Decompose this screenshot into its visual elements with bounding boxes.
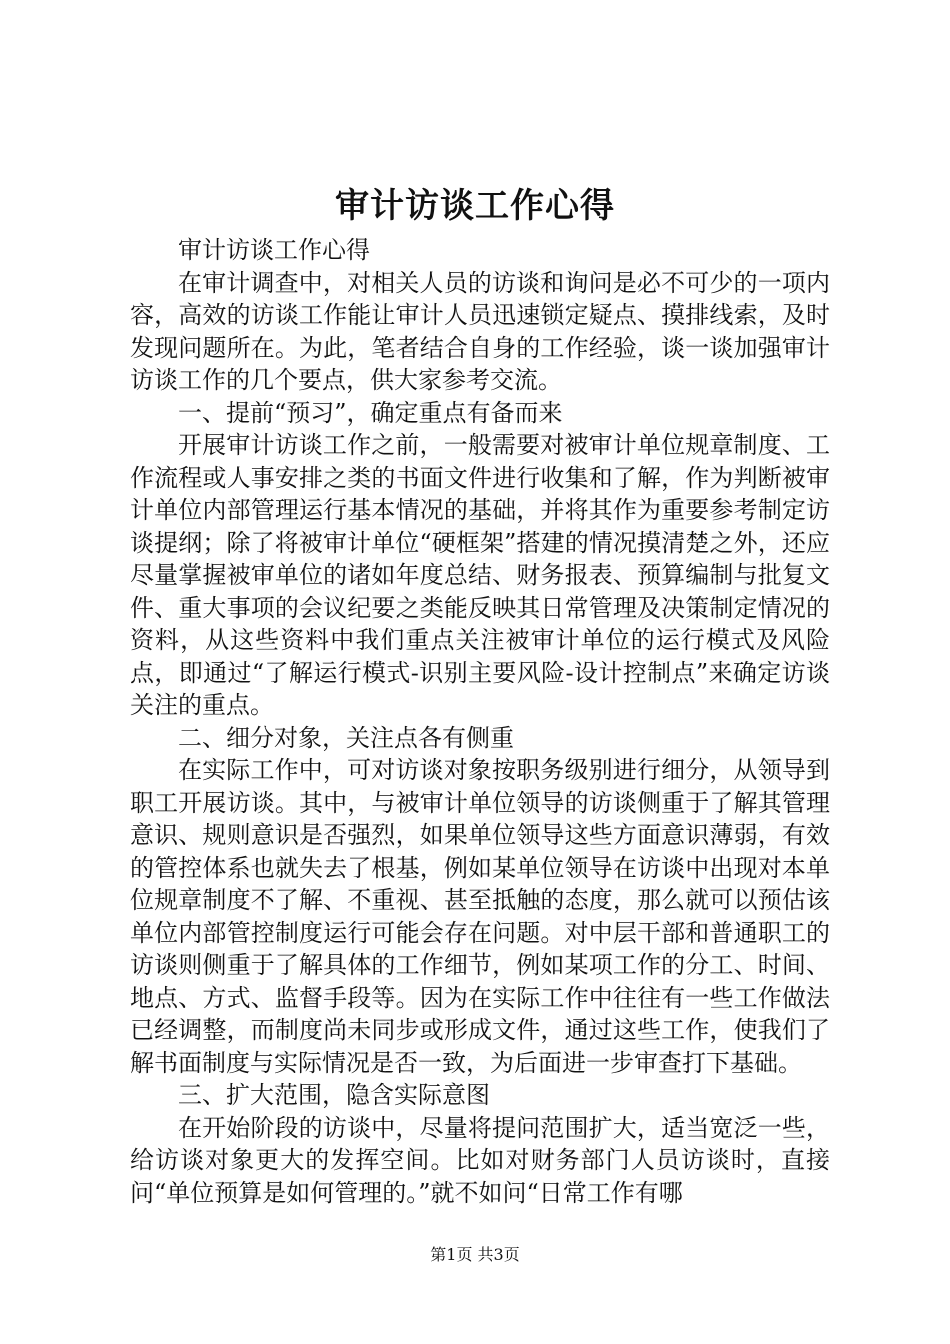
subtitle-line: 审计访谈工作心得: [178, 236, 370, 264]
section-3-paragraph: 在开始阶段的访谈中，尽量将提问范围扩大，适当宽泛一些，给访谈对象更大的发挥空间。比如对财务部门人员访谈时，直接问“单位预算是如何管理的。”就不如问“日常工作有哪: [130, 1113, 830, 1207]
section-2-paragraph: 在实际工作中，可对访谈对象按职务级别进行细分，从领导到职工开展访谈。其中，与被审计单位领导的访谈侧重于了解其管理意识、规则意识是否强烈，如果单位领导这些方面意识薄弱，有效的管控体系也就失去了根基，例如某单位领导在访谈中出现对本单位规章制度不了解、不重视、甚至抵触的态度，那么就可以预估该单位内部管控制度运行可能会存在问题。对中层干部和普通职工的访谈则侧重于了解具体的工作细节，例如某项工作的分工、时间、地点、方式、监督手段等。因为在实际工作中往往有一些工作做法已经调整，而制度尚未同步或形成文件，通过这些工作，使我们了解书面制度与实际情况是否一致，为后面进一步审查打下基础。: [130, 756, 830, 1077]
section-heading-3: 三、扩大范围，隐含实际意图: [178, 1081, 490, 1109]
document-body: [130, 234, 830, 1209]
intro-paragraph: 在审计调查中，对相关人员的访谈和询问是必不可少的一项内容，高效的访谈工作能让审计人员迅速锁定疑点、摸排线索，及时发现问题所在。为此，笔者结合自身的工作经验，谈一谈加强审计访谈工作的几个要点，供大家参考交流。: [130, 268, 830, 394]
document-title: 审计访谈工作心得: [335, 186, 615, 226]
page-footer: 第1页 共3页: [430, 1245, 520, 1264]
section-heading-1: 一、提前“预习”，确定重点有备而来: [178, 398, 563, 427]
section-1-paragraph: 开展审计访谈工作之前，一般需要对被审计单位规章制度、工作流程或人事安排之类的书面文件进行收集和了解，作为判断被审计单位内部管理运行基本情况的基础，并将其作为重要参考制定访谈提纲；除了将被审计单位“硬框架”搭建的情况摸清楚之外，还应尽量掌握被审单位的诸如年度总结、财务报表、预算编制与批复文件、重大事项的会议纪要之类能反映其日常管理及决策制定情况的资料，从这些资料中我们重点关注被审计单位的运行模式及风险点，即通过“了解运行模式-识别主要风险-设计控制点”来确定访谈关注的重点。: [130, 431, 830, 719]
section-heading-2: 二、细分对象，关注点各有侧重: [178, 723, 514, 752]
